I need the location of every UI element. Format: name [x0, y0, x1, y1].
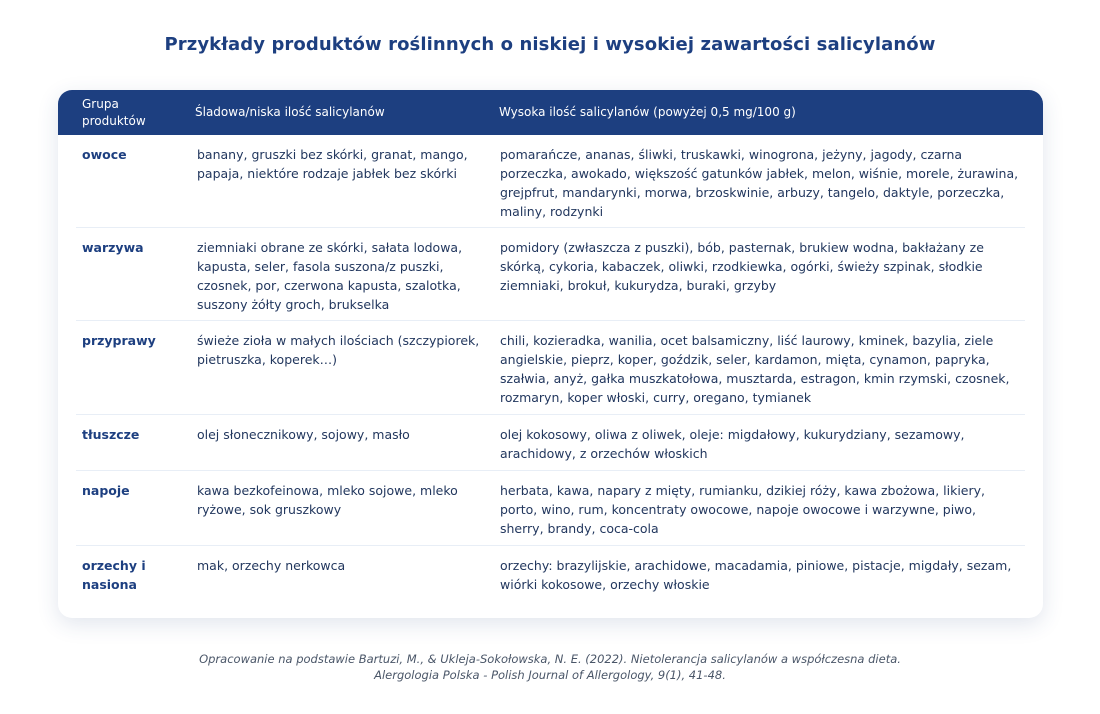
row-low: kawa bezkofeinowa, mleko sojowe, mleko ryżowe, sok gruszkowy — [197, 483, 458, 517]
row-group: napoje — [82, 483, 130, 498]
table-row — [58, 228, 1043, 321]
header-low: Śladowa/niska ilość salicylanów — [195, 105, 385, 119]
table-row — [58, 135, 1043, 228]
row-high: olej kokosowy, oliwa z oliwek, oleje: migdałowy, kukurydziany, sezamowy, arachidowy, z orzechów włoskich — [500, 427, 965, 461]
row-high: pomarańcze, ananas, śliwki, truskawki, winogrona, jeżyny, jagody, czarna porzeczka, awokado, większość gatunków jabłek, melon, wiśnie, morele, żurawina, grejpfrut, mandarynki, morwa, brzoskwinie, arbuzy, tangelo, daktyle, porzeczka, maliny, rodzynki — [500, 147, 1019, 219]
row-group: tłuszcze — [82, 427, 140, 442]
row-high: herbata, kawa, napary z mięty, rumianku, dzikiej róży, kawa zbożowa, likiery, porto, wino, rum, koncentraty owocowe, napoje owocowe i warzywne, piwo, sherry, brandy, coca-cola — [500, 483, 985, 536]
row-high: chili, kozieradka, wanilia, ocet balsamiczny, liść laurowy, kminek, bazylia, ziele angielskie, pieprz, koper, goździk, seler, kardamon, mięta, cynamon, papryka, szałwia, anyż, gałka muszkatołowa, musztarda, estragon, kmin rzymski, czosnek, rozmaryn, koper włoski, curry, oregano, tymianek — [500, 333, 1010, 405]
footnote-line-1: Opracowanie na podstawie Bartuzi, M., & Ukleja-Sokołowska, N. E. (2022). Nietolerancja salicylanów a współczesna dieta. — [199, 652, 901, 666]
row-high: orzechy: brazylijskie, arachidowe, macadamia, piniowe, pistacje, migdały, sezam, wiórki kokosowe, orzechy włoskie — [500, 558, 1012, 592]
row-high: pomidory (zwłaszcza z puszki), bób, pasternak, brukiew wodna, bakłażany ze skórką, cykoria, kabaczek, oliwki, rzodkiewka, ogórki, świeży szpinak, słodkie ziemniaki, brokuł, kukurydza, buraki, grzyby — [500, 240, 984, 293]
table-row — [58, 321, 1043, 415]
row-low: olej słonecznikowy, sojowy, masło — [197, 427, 410, 442]
row-group: owoce — [82, 147, 127, 162]
row-group: przyprawy — [82, 333, 156, 348]
row-low: banany, gruszki bez skórki, granat, mango, papaja, niektóre rodzaje jabłek bez skórki — [197, 147, 468, 181]
row-low: mak, orzechy nerkowca — [197, 558, 346, 573]
salicylate-table — [58, 90, 1043, 618]
row-low: świeże zioła w małych ilościach (szczypiorek, pietruszka, koperek…) — [197, 333, 480, 367]
table-row — [58, 471, 1043, 546]
table-row — [58, 546, 1043, 606]
header-group: Grupa produktów — [82, 96, 146, 128]
footnote-line-2: Alergologia Polska - Polish Journal of Allergology, 9(1), 41-48. — [374, 668, 726, 682]
table-header — [58, 90, 1043, 135]
page-title: Przykłady produktów roślinnych o niskiej i wysokiej zawartości salicylanów — [164, 34, 936, 55]
header-high: Wysoka ilość salicylanów (powyżej 0,5 mg/100 g) — [499, 105, 796, 119]
row-group: orzechy i nasiona — [82, 558, 146, 592]
row-low: ziemniaki obrane ze skórki, sałata lodowa, kapusta, seler, fasola suszona/z puszki, czosnek, por, czerwona kapusta, szalotka, suszony żółty groch, brukselka — [197, 240, 463, 312]
source-footnote — [0, 651, 1100, 683]
table-row — [58, 415, 1043, 471]
row-group: warzywa — [82, 240, 144, 255]
